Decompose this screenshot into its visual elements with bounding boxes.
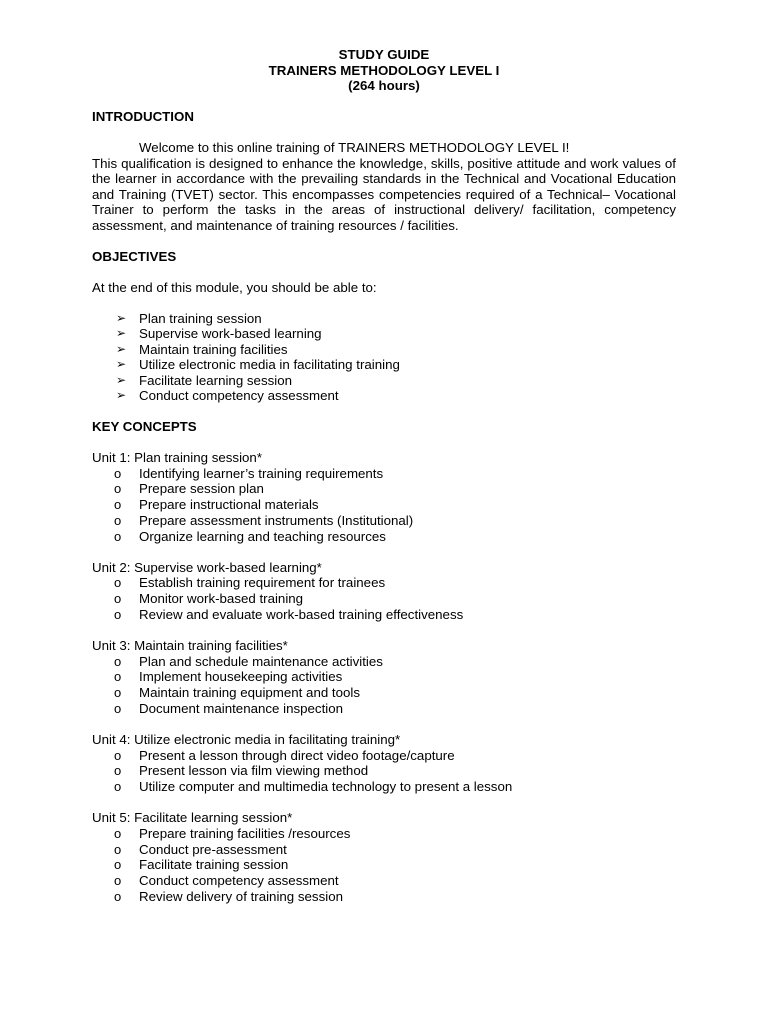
unit-5-topics xyxy=(92,826,676,905)
list-item: ➢ Utilize electronic media in facilitating training xyxy=(116,357,400,372)
list-item: o Identifying learner’s training requirements xyxy=(114,465,384,481)
key-concepts-heading: KEY CONCEPTS xyxy=(92,419,197,434)
list-item: o Implement housekeeping activities xyxy=(114,669,343,685)
unit-2-topics xyxy=(92,575,676,622)
unit-4-topics xyxy=(92,748,676,795)
arrow-bullet-icon: ➢ xyxy=(116,372,127,387)
circle-bullet-icon: o xyxy=(114,700,122,716)
introduction-heading: INTRODUCTION xyxy=(92,109,194,124)
circle-bullet-icon: o xyxy=(114,857,122,873)
unit-title: Unit 3: Maintain training facilities* xyxy=(92,638,288,654)
unit-4 xyxy=(92,732,676,795)
arrow-bullet-icon: ➢ xyxy=(116,388,127,402)
list-item: o Document maintenance inspection xyxy=(114,700,344,716)
list-item: o Establish training requirement for trainees xyxy=(114,575,386,591)
objectives-list xyxy=(92,311,676,404)
list-item: o Present a lesson through direct video footage/capture xyxy=(114,747,455,763)
list-item: ➢ Facilitate learning session xyxy=(116,372,292,388)
list-item: o Prepare assessment instruments (Institutional) xyxy=(114,512,414,528)
list-item: o Review and evaluate work-based training effectiveness xyxy=(114,606,464,622)
list-item: o Organize learning and teaching resources xyxy=(114,528,386,544)
document-page xyxy=(92,47,676,905)
circle-bullet-icon: o xyxy=(114,841,122,857)
list-item: o Prepare training facilities /resources xyxy=(114,826,351,842)
unit-1 xyxy=(92,450,676,544)
circle-bullet-icon: o xyxy=(114,873,122,889)
unit-5 xyxy=(92,810,676,904)
unit-title: Unit 2: Supervise work-based learning* xyxy=(92,559,322,575)
circle-bullet-icon: o xyxy=(114,497,122,513)
introduction-welcome: Welcome to this online training of TRAINERS METHODOLOGY LEVEL I! xyxy=(139,140,570,155)
unit-title: Unit 5: Facilitate learning session* xyxy=(92,810,293,826)
list-item: o Monitor work-based training xyxy=(114,591,304,607)
objectives-lead: At the end of this module, you should be able to: xyxy=(92,279,377,295)
circle-bullet-icon: o xyxy=(114,465,122,481)
list-item: o Prepare session plan xyxy=(114,481,264,497)
list-item: o Plan and schedule maintenance activities xyxy=(114,653,383,669)
title-line-study-guide: STUDY GUIDE xyxy=(338,47,430,62)
circle-bullet-icon: o xyxy=(114,575,122,591)
unit-title: Unit 1: Plan training session* xyxy=(92,450,262,465)
arrow-bullet-icon: ➢ xyxy=(116,341,127,356)
circle-bullet-icon: o xyxy=(114,763,122,779)
unit-2 xyxy=(92,560,676,623)
circle-bullet-icon: o xyxy=(114,481,122,497)
list-item: o Facilitate training session xyxy=(114,857,289,873)
list-item: o Utilize computer and multimedia technology to present a lesson xyxy=(114,779,513,795)
list-item: o Conduct competency assessment xyxy=(114,873,339,889)
circle-bullet-icon: o xyxy=(114,512,122,528)
circle-bullet-icon: o xyxy=(114,685,122,701)
list-item: ➢ Supervise work-based learning xyxy=(116,326,322,341)
list-item: ➢ Plan training session xyxy=(116,310,262,326)
circle-bullet-icon: o xyxy=(114,888,122,904)
circle-bullet-icon: o xyxy=(114,826,122,842)
list-item: o Maintain training equipment and tools xyxy=(114,685,361,701)
list-item: ➢ Conduct competency assessment xyxy=(116,388,339,403)
circle-bullet-icon: o xyxy=(114,747,122,763)
unit-3-topics xyxy=(92,654,676,717)
unit-1-topics xyxy=(92,466,676,545)
list-item: o Conduct pre-assessment xyxy=(114,841,287,857)
circle-bullet-icon: o xyxy=(114,779,122,795)
circle-bullet-icon: o xyxy=(114,606,122,622)
circle-bullet-icon: o xyxy=(114,653,122,669)
introduction-body: This qualification is designed to enhance the knowledge, skills, positive attitude and work values of the learner in accordance with the prevailing standards in the Technical and Vocational Education and Training (TVET) sector. This encompasses competencies required of a Technical– Vocational Trainer to perform the tasks in the areas of instructional delivery/ facilitation, competency assessment, and maintenance of training resources / facilities. xyxy=(92,155,676,233)
circle-bullet-icon: o xyxy=(114,669,122,685)
unit-title: Unit 4: Utilize electronic media in facilitating training* xyxy=(92,732,401,748)
circle-bullet-icon: o xyxy=(114,528,122,544)
objectives-heading: OBJECTIVES xyxy=(92,248,177,264)
list-item: o Present lesson via film viewing method xyxy=(114,763,369,779)
arrow-bullet-icon: ➢ xyxy=(116,357,127,371)
list-item: o Prepare instructional materials xyxy=(114,497,319,513)
unit-3 xyxy=(92,638,676,717)
list-item: o Review delivery of training session xyxy=(114,888,343,904)
circle-bullet-icon: o xyxy=(114,591,122,607)
list-item: ➢ Maintain training facilities xyxy=(116,341,288,357)
document-title xyxy=(92,47,676,94)
title-line-hours: (264 hours) xyxy=(348,78,420,93)
arrow-bullet-icon: ➢ xyxy=(116,310,127,325)
arrow-bullet-icon: ➢ xyxy=(116,326,127,340)
title-line-course: TRAINERS METHODOLOGY LEVEL I xyxy=(268,62,500,78)
